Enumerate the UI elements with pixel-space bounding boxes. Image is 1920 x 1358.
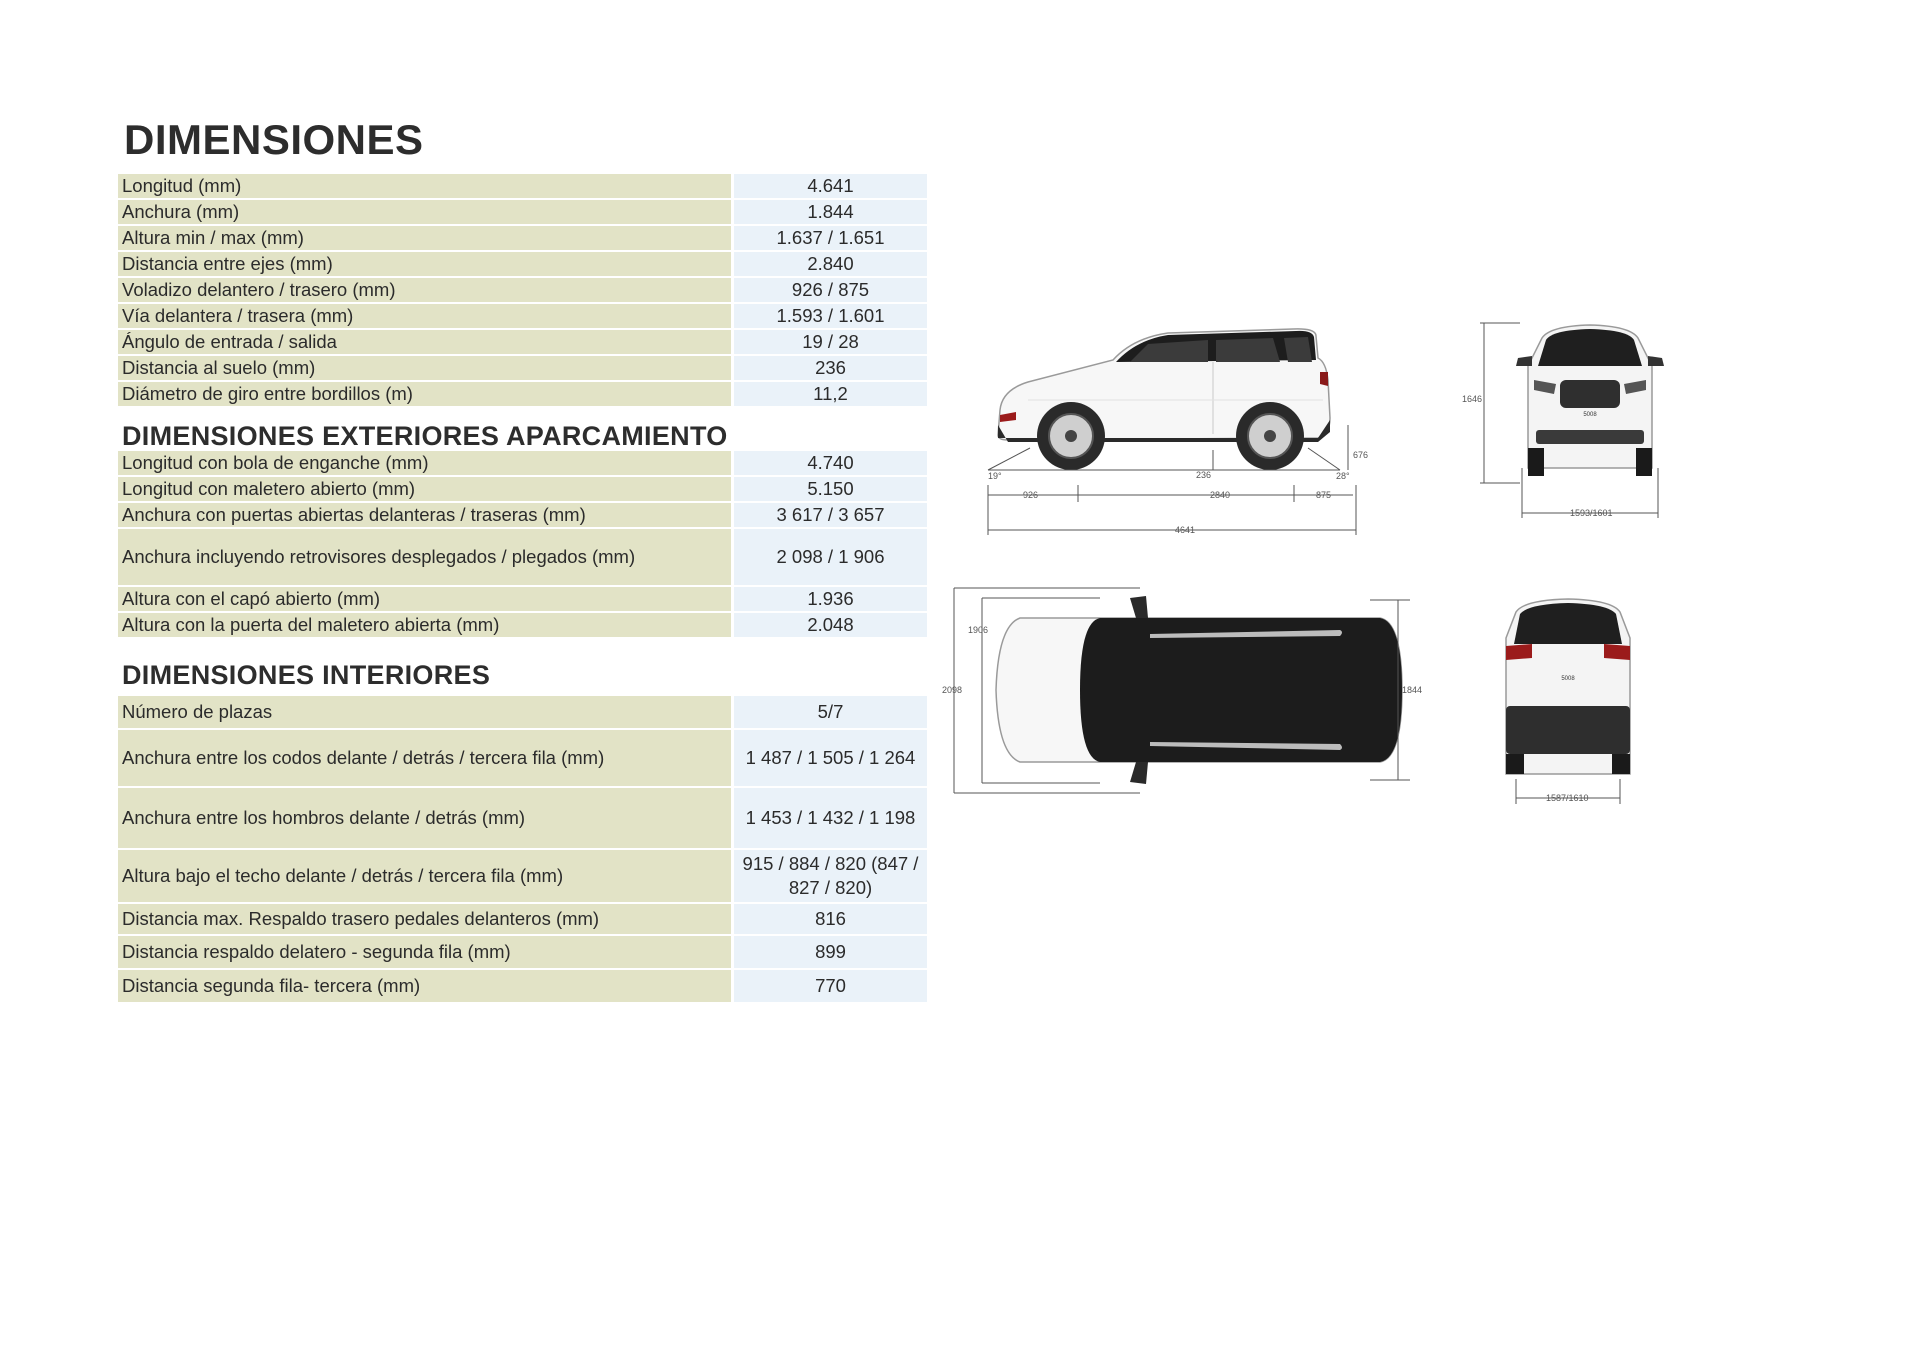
row-value: 1 487 / 1 505 / 1 264 bbox=[734, 730, 927, 786]
row-value: 926 / 875 bbox=[734, 278, 927, 302]
row-label: Voladizo delantero / trasero (mm) bbox=[118, 278, 731, 302]
row-label: Vía delantera / trasera (mm) bbox=[118, 304, 731, 328]
row-label: Distancia max. Respaldo trasero pedales delanteros (mm) bbox=[118, 904, 731, 934]
row-label: Anchura (mm) bbox=[118, 200, 731, 224]
car-side-view-illustration bbox=[998, 329, 1330, 470]
body-width-label: 1844 bbox=[1402, 685, 1423, 695]
table-row bbox=[118, 226, 927, 250]
row-value: 11,2 bbox=[734, 382, 927, 406]
row-value: 1.844 bbox=[734, 200, 927, 224]
page-title: DIMENSIONES bbox=[124, 116, 424, 163]
table-row bbox=[118, 382, 927, 406]
row-label: Distancia respaldo delatero - segunda fila (mm) bbox=[118, 936, 731, 968]
top-view-diagram bbox=[940, 578, 1460, 800]
table-row bbox=[118, 587, 927, 611]
row-label: Anchura entre los codos delante / detrás / tercera fila (mm) bbox=[118, 730, 731, 786]
exterior-dimensions-table bbox=[118, 449, 927, 639]
row-label: Altura con la puerta del maletero abierta (mm) bbox=[118, 613, 731, 637]
front-view-diagram bbox=[1460, 318, 1720, 528]
row-label: Número de plazas bbox=[118, 696, 731, 728]
table-row bbox=[118, 200, 927, 224]
row-label: Distancia segunda fila- tercera (mm) bbox=[118, 970, 731, 1002]
front-model-badge: 5008 bbox=[1583, 412, 1597, 418]
front-track-label: 1593/1601 bbox=[1570, 508, 1613, 518]
row-label: Ángulo de entrada / salida bbox=[118, 330, 731, 354]
row-value: 5/7 bbox=[734, 696, 927, 728]
interior-dimensions-table bbox=[118, 694, 927, 1004]
side-view-diagram bbox=[968, 320, 1448, 542]
table-row bbox=[118, 936, 927, 968]
row-label: Anchura incluyendo retrovisores desplegados / plegados (mm) bbox=[118, 529, 731, 585]
row-label: Diámetro de giro entre bordillos (m) bbox=[118, 382, 731, 406]
table-row bbox=[118, 503, 927, 527]
row-label: Longitud (mm) bbox=[118, 174, 731, 198]
rear-height-label: 676 bbox=[1353, 450, 1369, 460]
car-rear-view-illustration bbox=[1506, 599, 1630, 774]
rear-model-badge: 5008 bbox=[1561, 676, 1575, 682]
front-height-label: 1646 bbox=[1462, 394, 1483, 404]
rear-overhang-label: 875 bbox=[1316, 490, 1332, 500]
row-value: 4.641 bbox=[734, 174, 927, 198]
table-row bbox=[118, 252, 927, 276]
table-row bbox=[118, 529, 927, 585]
table-row bbox=[118, 477, 927, 501]
row-value: 899 bbox=[734, 936, 927, 968]
row-value: 770 bbox=[734, 970, 927, 1002]
rear-view-diagram bbox=[1488, 594, 1718, 814]
table-row bbox=[118, 696, 927, 728]
row-value: 2.840 bbox=[734, 252, 927, 276]
table-row bbox=[118, 850, 927, 902]
table-row bbox=[118, 730, 927, 786]
general-dimensions-table bbox=[118, 172, 927, 408]
ground-clearance-label: 236 bbox=[1196, 470, 1212, 480]
rear-track-label: 1587/1610 bbox=[1546, 793, 1589, 803]
wheelbase-label: 2840 bbox=[1210, 490, 1231, 500]
table-row bbox=[118, 304, 927, 328]
row-label: Altura con el capó abierto (mm) bbox=[118, 587, 731, 611]
row-value: 915 / 884 / 820 (847 / 827 / 820) bbox=[734, 850, 927, 902]
row-value: 3 617 / 3 657 bbox=[734, 503, 927, 527]
row-value: 236 bbox=[734, 356, 927, 380]
front-overhang-label: 926 bbox=[1023, 490, 1039, 500]
row-label: Anchura entre los hombros delante / detrás (mm) bbox=[118, 788, 731, 848]
table-row bbox=[118, 356, 927, 380]
row-label: Altura min / max (mm) bbox=[118, 226, 731, 250]
row-value: 1.637 / 1.651 bbox=[734, 226, 927, 250]
row-label: Anchura con puertas abiertas delanteras / traseras (mm) bbox=[118, 503, 731, 527]
car-front-view-illustration bbox=[1516, 325, 1664, 476]
table-row bbox=[118, 278, 927, 302]
row-label: Longitud con maletero abierto (mm) bbox=[118, 477, 731, 501]
interior-section-title: DIMENSIONES INTERIORES bbox=[122, 660, 491, 690]
table-row bbox=[118, 788, 927, 848]
row-label: Distancia al suelo (mm) bbox=[118, 356, 731, 380]
mirror-folded-width-label: 1906 bbox=[968, 625, 989, 635]
row-value: 2 098 / 1 906 bbox=[734, 529, 927, 585]
table-row bbox=[118, 330, 927, 354]
row-value: 5.150 bbox=[734, 477, 927, 501]
table-row bbox=[118, 451, 927, 475]
row-label: Altura bajo el techo delante / detrás / tercera fila (mm) bbox=[118, 850, 731, 902]
table-row bbox=[118, 174, 927, 198]
exterior-section-title: DIMENSIONES EXTERIORES APARCAMIENTO bbox=[122, 421, 728, 451]
row-value: 1 453 / 1 432 / 1 198 bbox=[734, 788, 927, 848]
width-with-mirrors-label: 2098 bbox=[942, 685, 963, 695]
row-value: 2.048 bbox=[734, 613, 927, 637]
row-value: 1.936 bbox=[734, 587, 927, 611]
table-row bbox=[118, 970, 927, 1002]
row-value: 19 / 28 bbox=[734, 330, 927, 354]
row-value: 4.740 bbox=[734, 451, 927, 475]
table-row bbox=[118, 904, 927, 934]
row-label: Longitud con bola de enganche (mm) bbox=[118, 451, 731, 475]
row-label: Distancia entre ejes (mm) bbox=[118, 252, 731, 276]
car-top-view-illustration bbox=[996, 596, 1402, 784]
row-value: 1.593 / 1.601 bbox=[734, 304, 927, 328]
row-value: 816 bbox=[734, 904, 927, 934]
overall-length-label: 4641 bbox=[1175, 525, 1196, 535]
departure-angle-label: 28° bbox=[1336, 471, 1350, 481]
table-row bbox=[118, 613, 927, 637]
approach-angle-label: 19° bbox=[988, 471, 1002, 481]
